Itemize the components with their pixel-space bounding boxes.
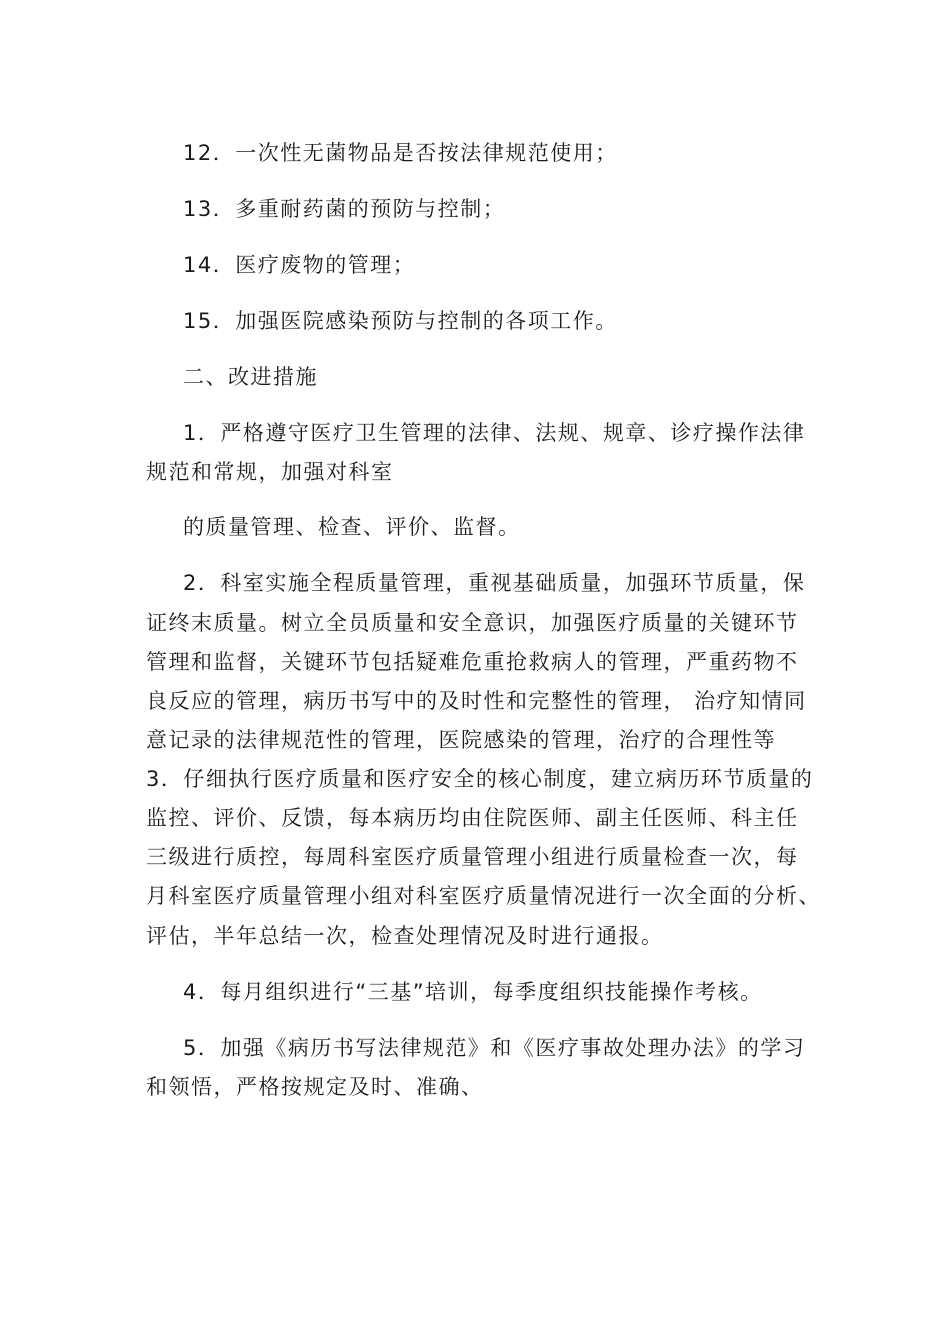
item-3-line-1: 3．仔细执行医疗质量和医疗安全的核心制度，建立病历环节质量的 [146,767,814,791]
item-12: 12．一次性无菌物品是否按法律规范使用； [183,141,618,165]
item-1-line-1: 1．严格遵守医疗卫生管理的法律、法规、规章、诊疗操作法律 [183,421,806,445]
item-4: 4．每月组织进行“三基”培训，每季度组织技能操作考核。 [183,980,763,1004]
item-1-line-3: 的质量管理、检查、评价、监督。 [183,515,521,539]
item-3-line-5: 评估，半年总结一次，检查处理情况及时进行通报。 [146,924,664,948]
item-3-line-4: 月科室医疗质量管理小组对科室医疗质量情况进行一次全面的分析、 [146,884,821,908]
item-5-line-1: 5．加强《病历书写法律规范》和《医疗事故处理办法》的学习 [183,1036,806,1060]
item-2-line-2: 证终末质量。树立全员质量和安全意识，加强医疗质量的关键环节 [146,611,799,635]
item-2-line-4: 良反应的管理，病历书写中的及时性和完整性的管理， 治疗知情同 [146,689,807,713]
item-1-line-2: 规范和常规，加强对科室 [146,460,394,484]
item-2-line-3: 管理和监督，关键环节包括疑难危重抢救病人的管理，严重药物不 [146,650,799,674]
item-2-line-5: 意记录的法律规范性的管理，医院感染的管理，治疗的合理性等 [146,728,776,752]
item-5-line-2: 和领悟，严格按规定及时、准确、 [146,1075,484,1099]
item-2-line-1: 2．科室实施全程质量管理，重视基础质量，加强环节质量，保 [183,571,806,595]
item-3-line-3: 三级进行质控，每周科室医疗质量管理小组进行质量检查一次，每 [146,845,799,869]
item-14: 14．医疗废物的管理； [183,253,416,277]
item-13: 13．多重耐药菌的预防与控制； [183,197,506,221]
item-3-line-2: 监控、评价、反馈，每本病历均由住院医师、副主任医师、科主任 [146,806,799,830]
section-heading: 二、改进措施 [183,365,318,389]
item-15: 15．加强医院感染预防与控制的各项工作。 [183,309,618,333]
